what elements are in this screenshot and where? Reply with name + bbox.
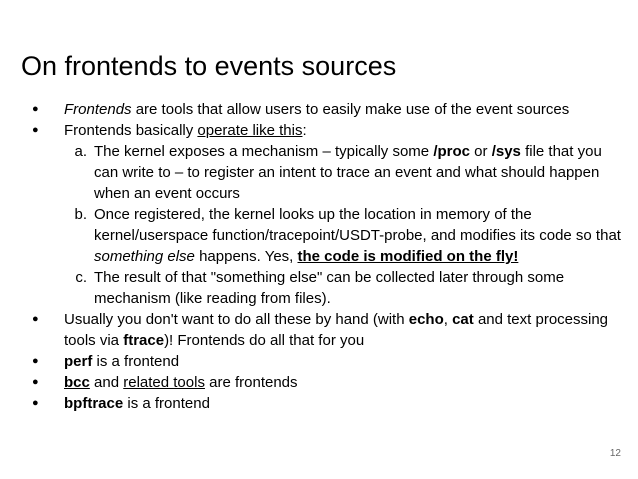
bullet-marker: ● [32,313,39,325]
bpftrace-term: bpftrace [64,395,124,412]
bullet-text: and [89,374,124,391]
bullet-text: are frontends [204,374,298,391]
proc-path: /proc [433,143,471,160]
bullet-text: is a frontend [123,395,210,412]
bullet-text: : [302,122,307,139]
bullet-marker: ● [32,124,39,136]
bullet-text: are tools that allow users to easily make use of the event sources [131,101,570,118]
sub-marker: b. [74,206,87,223]
slide-title: On frontends to events sources [21,51,397,81]
sub-text: happens. Yes, [194,248,298,265]
sub-item-b [30,204,626,267]
bullet-perf [30,351,626,372]
echo-command: echo [408,311,444,328]
sub-text: file that you can write to – to register an intent to trace an event and what should happen when an event occurs [94,143,602,202]
sub-item-a [30,141,626,204]
bullet-marker: ● [32,397,39,409]
bcc-link[interactable]: bcc [64,374,90,391]
bullet-text: and text processing tools via [64,311,609,349]
perf-term: perf [64,353,93,370]
sub-text: or [470,143,492,160]
sub-text: Once registered, the kernel looks up the location in memory of the kernel/userspace function/tracepoint/USDT-probe, and modifies its code so that [94,206,621,244]
bullet-text: Usually you don't want to do all these by hand (with [64,311,409,328]
sub-marker: c. [75,269,87,286]
bullet-how-frontends-operate [30,120,626,141]
bullet-frontends-definition [30,99,626,120]
bullet-text: is a frontend [92,353,180,370]
bullet-text: , [443,311,453,328]
bullet-marker: ● [32,103,39,115]
sub-marker: a. [74,143,87,160]
slide-content [30,99,626,414]
sub-text: The result of that "something else" can be collected later through some mechanism (like reading from files). [94,269,565,307]
bullet-manual-tracing [30,309,626,351]
bullet-marker: ● [32,355,39,367]
operate-like-this-link[interactable]: operate like this [197,122,303,139]
ftrace-term: ftrace [123,332,165,349]
bullet-text: Frontends basically [64,122,198,139]
page-number: 12 [609,448,621,459]
sub-item-c [30,267,626,309]
bullet-bcc [30,372,626,393]
bullet-marker: ● [32,376,39,388]
cat-command: cat [452,311,474,328]
bullet-bpftrace [30,393,626,414]
sys-path: /sys [491,143,521,160]
code-modified-link[interactable]: the code is modified on the fly! [297,248,519,265]
related-tools-link[interactable]: related tools [123,374,205,391]
bullet-text: )! Frontends do all that for you [164,332,365,349]
sub-text: The kernel exposes a mechanism – typically some [94,143,434,160]
frontends-term: Frontends [64,101,132,118]
something-else-term: something else [94,248,195,265]
